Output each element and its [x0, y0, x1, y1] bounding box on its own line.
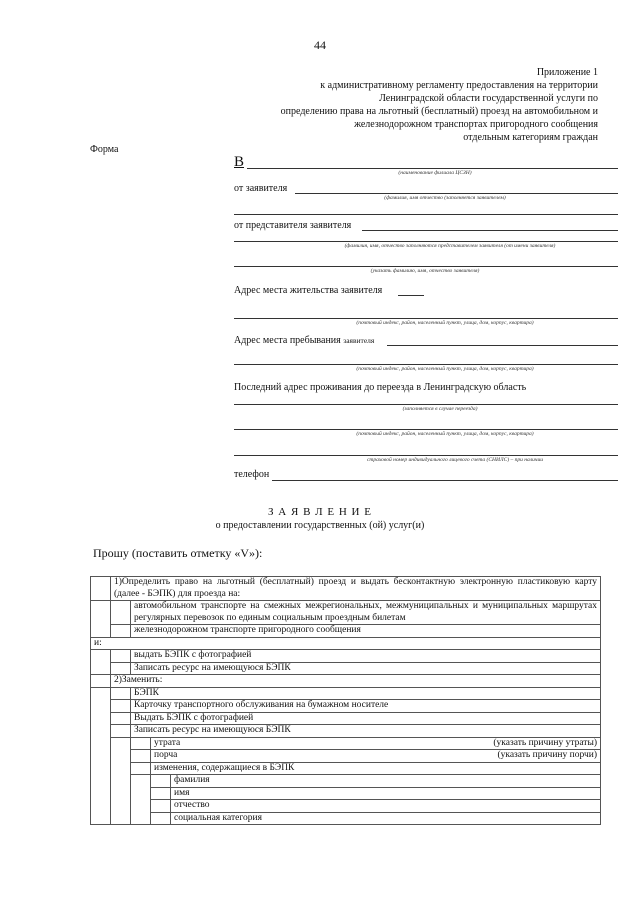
empty-cell [91, 687, 111, 825]
appendix-line: железнодорожном транспортах пригородного сообщения [354, 119, 598, 130]
table-cell: выдать БЭПК с фотографией [131, 650, 601, 663]
appendix-line: Ленинградской области государственной услуги по [379, 93, 598, 104]
stay-line-2[interactable] [234, 364, 618, 365]
table-cell: 1)Определить право на льготный (бесплатный) проезд и выдать бесконтактную электронную пластиковую карту (далее - БЭПК) для проезда на: [111, 577, 601, 601]
residence-line[interactable] [398, 295, 424, 296]
checkbox-cell[interactable] [131, 750, 151, 763]
table-cell: БЭПК [131, 687, 601, 700]
table-row [91, 650, 601, 663]
table-row [91, 675, 601, 688]
last-address-caption-2: (почтовый индекс, район, населенный пункт, улица, дом, корпус, квартира) [356, 431, 534, 437]
table-cell: отчество [171, 800, 601, 813]
table-row [91, 750, 601, 763]
from-applicant-caption: (фамилия, имя отчество (заполняется заявителем) [384, 195, 506, 201]
stay-suffix: заявителя [343, 336, 375, 345]
table-row [91, 725, 601, 738]
table-row [91, 787, 601, 800]
statement-subtitle: о предоставлении государственных (ой) услуг(и) [215, 520, 425, 531]
checkbox-cell[interactable] [151, 812, 171, 825]
table-cell: железнодорожном транспорте пригородного сообщения [131, 625, 601, 638]
table-row [91, 812, 601, 825]
table-row [91, 700, 601, 713]
appendix-line: отдельным категориям граждан [463, 132, 598, 143]
table-cell: и: [91, 637, 601, 650]
table-cell: имя [171, 787, 601, 800]
table-cell: социальная категория [171, 812, 601, 825]
statement-title: З А Я В Л Е Н И Е [268, 506, 372, 518]
loss-note: (указать причину утраты) [493, 737, 597, 748]
table-cell: фамилия [171, 775, 601, 788]
request-label: Прошу (поставить отметку «V»): [93, 546, 263, 560]
fio-line[interactable] [234, 266, 618, 267]
to-prefix: В [234, 154, 245, 170]
phone-label: телефон [234, 469, 270, 480]
table-cell: 2)Заменить: [111, 675, 601, 688]
checkbox-cell[interactable] [151, 787, 171, 800]
snils-line[interactable] [234, 455, 618, 456]
residence-line-2[interactable] [234, 318, 618, 319]
residence-label: Адрес места жительства заявителя [234, 285, 383, 296]
from-rep-line[interactable] [362, 230, 618, 231]
table-row [91, 762, 601, 775]
last-address-line[interactable] [234, 404, 618, 405]
empty-cell [91, 650, 111, 675]
empty-cell [91, 601, 111, 638]
blank-line[interactable] [234, 241, 618, 242]
last-address-label: Последний адрес проживания до переезда в Ленинградскую область [234, 382, 527, 393]
appendix-line: определению права на льготный (бесплатный) проезд на автомобильном и [280, 106, 598, 117]
checkbox-cell[interactable] [111, 725, 131, 738]
table-row [91, 625, 601, 638]
table-cell [151, 750, 601, 763]
from-applicant-label: от заявителя [234, 183, 288, 194]
checkbox-cell[interactable] [151, 800, 171, 813]
damage-note: (указать причину порчи) [497, 750, 597, 760]
last-address-line-2[interactable] [234, 429, 618, 430]
table-row [91, 775, 601, 788]
table-row [91, 800, 601, 813]
appendix-block [238, 66, 598, 144]
table-cell: Карточку транспортного обслуживания на бумажном носителе [131, 700, 601, 713]
checkbox-cell[interactable] [111, 712, 131, 725]
services-table [90, 576, 601, 825]
checkbox-cell[interactable] [131, 762, 151, 775]
table-row [91, 662, 601, 675]
from-applicant-line[interactable] [295, 193, 618, 194]
table-cell: Записать ресурс на имеющуюся БЭПК [131, 725, 601, 738]
appendix-line: к административному регламенту предоставления на территории [320, 80, 598, 91]
damage-label: порча [154, 750, 178, 760]
empty-cell [111, 737, 131, 825]
table-row [91, 687, 601, 700]
snils-caption: страховой номер индивидуального лицевого счета (СНИЛС) – при наличии [366, 457, 544, 463]
from-rep-label: от представителя заявителя [234, 220, 352, 231]
checkbox-cell[interactable] [131, 737, 151, 750]
checkbox-cell[interactable] [111, 700, 131, 713]
checkbox-cell[interactable] [111, 601, 131, 625]
stay-line[interactable] [387, 345, 618, 346]
table-row [91, 577, 601, 601]
from-rep-caption: (фамилия, имя, отчество заполняются представителем заявителя (от имени заявителя) [344, 243, 556, 249]
table-cell: автомобильном транспорте на смежных межрегиональных, межмуниципальных и муниципальных маршрутах регулярных перевозок по единым социальным проездным билетам [131, 601, 601, 625]
residence-caption: (почтовый индекс, район, населенный пункт, улица, дом, корпус, квартира) [356, 320, 534, 326]
page-number: 44 [314, 38, 326, 52]
to-line[interactable] [247, 168, 618, 169]
table-row [91, 712, 601, 725]
appendix-line: Приложение 1 [536, 67, 598, 78]
stay-caption: (почтовый индекс, район, населенный пункт, улица, дом, корпус, квартира) [356, 366, 534, 372]
table-cell [151, 737, 601, 750]
checkbox-cell[interactable] [111, 650, 131, 663]
phone-line[interactable] [272, 480, 618, 481]
table-row [91, 601, 601, 625]
checkbox-cell[interactable] [91, 577, 111, 601]
fio-caption: (указать фамилию, имя, отчество заявителя) [370, 268, 480, 274]
checkbox-cell[interactable] [111, 687, 131, 700]
checkbox-cell[interactable] [111, 625, 131, 638]
checkbox-cell[interactable] [111, 662, 131, 675]
blank-line[interactable] [234, 214, 618, 215]
last-address-caption-1: (заполняется в случае переезда) [402, 406, 478, 412]
form-label: Форма [90, 144, 119, 155]
to-caption: (наименование филиала ЦСЗН) [398, 170, 472, 176]
empty-cell [131, 775, 151, 825]
table-cell: Выдать БЭПК с фотографией [131, 712, 601, 725]
checkbox-cell[interactable] [91, 675, 111, 688]
checkbox-cell[interactable] [151, 775, 171, 788]
loss-label: утрата [154, 737, 181, 748]
stay-text: Адрес места пребывания [234, 335, 341, 346]
table-row [91, 737, 601, 750]
table-row [91, 637, 601, 650]
table-cell: изменения, содержащиеся в БЭПК [151, 762, 601, 775]
table-cell: Записать ресурс на имеющуюся БЭПК [131, 662, 601, 675]
